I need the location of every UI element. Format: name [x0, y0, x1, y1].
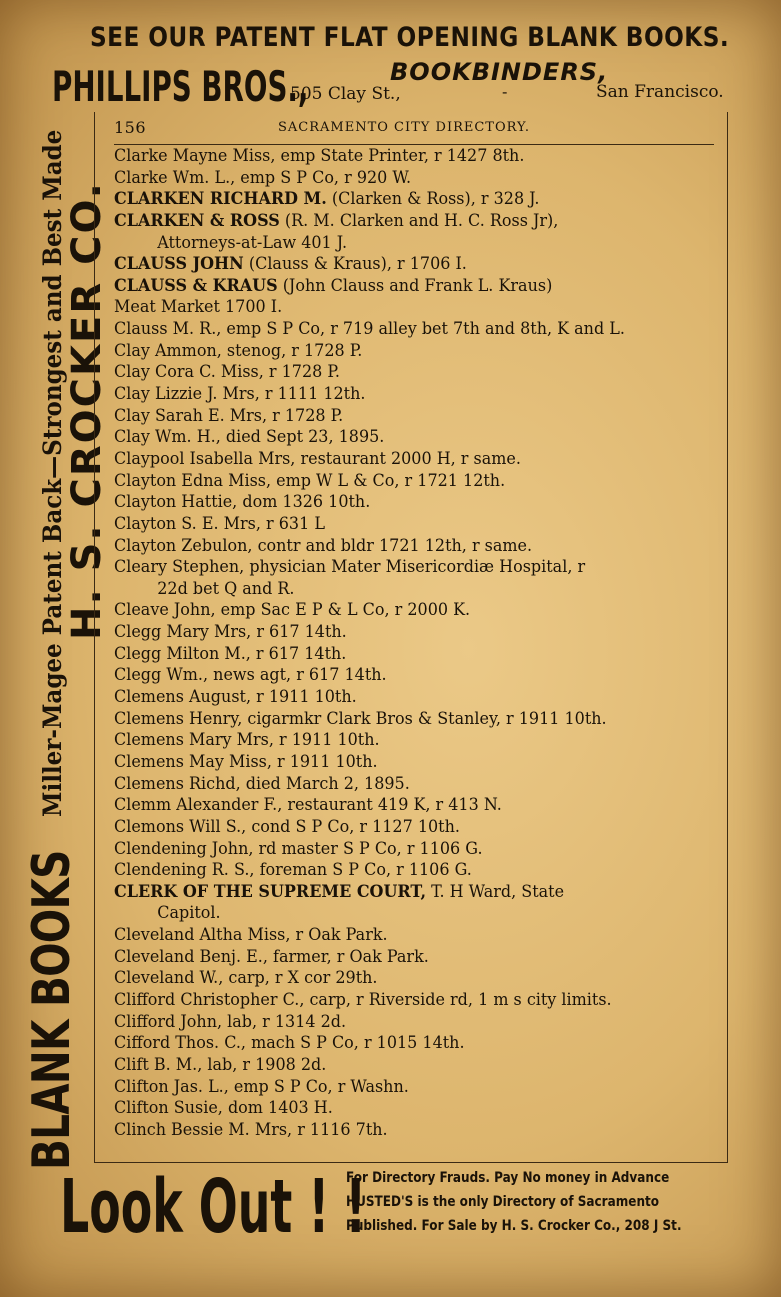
entry-text: (John Clauss and Frank L. Kraus) — [277, 275, 553, 296]
entry-text: Clayton Hattie, dom 1326 10th. — [114, 492, 371, 513]
entry-text: Clifton Susie, dom 1403 H. — [114, 1098, 333, 1119]
entry-text: Clay Wm. H., died Sept 23, 1895. — [114, 427, 385, 448]
directory-entry — [114, 189, 678, 211]
entry-text: Clemens May Miss, r 1911 10th. — [114, 751, 378, 772]
entry-text: Clayton S. E. Mrs, r 631 L — [114, 513, 325, 534]
directory-entry — [114, 882, 678, 904]
fraud-notice — [346, 1166, 690, 1238]
look-out-banner: Look Out ! ! — [60, 1164, 367, 1250]
directory-entry — [114, 1033, 678, 1055]
advert-address: 505 Clay St., — [290, 84, 401, 104]
directory-entry — [114, 665, 678, 687]
advert-headline: SEE OUR PATENT FLAT OPENING BLANK BOOKS. — [90, 22, 730, 53]
entry-text: Capitol. — [157, 903, 221, 924]
entry-heading: CLAUSS JOHN — [114, 254, 244, 275]
directory-entry — [114, 233, 678, 255]
entry-text: Clegg Wm., news agt, r 617 14th. — [114, 665, 387, 686]
directory-entries — [114, 146, 714, 1141]
entry-text: Clemens August, r 1911 10th. — [114, 687, 357, 708]
directory-entry — [114, 341, 678, 363]
directory-entry — [114, 817, 678, 839]
entry-text: Clay Cora C. Miss, r 1728 P. — [114, 362, 340, 383]
entry-text: Clayton Zebulon, contr and bldr 1721 12th, r same. — [114, 535, 533, 556]
directory-entry — [114, 839, 678, 861]
patent-back-label: Miller-Magee Patent Back—Strongest and Best Made — [37, 129, 67, 817]
directory-entry — [114, 644, 678, 666]
entry-text: Clifford Christopher C., carp, r Riverside rd, 1 m s city limits. — [114, 989, 612, 1010]
directory-entry — [114, 990, 678, 1012]
directory-entry — [114, 860, 678, 882]
directory-entry — [114, 319, 678, 341]
directory-entry — [114, 903, 678, 925]
directory-entry — [114, 1055, 678, 1077]
header-rule — [114, 144, 714, 145]
entry-text: Cleveland Benj. E., farmer, r Oak Park. — [114, 946, 429, 967]
directory-entry — [114, 968, 678, 990]
fraud-notice-line: Published. For Sale by H. S. Crocker Co., 208 J St. — [346, 1218, 682, 1234]
entry-heading: CLERK OF THE SUPREME COURT, — [114, 881, 427, 902]
directory-entry — [114, 752, 678, 774]
directory-entry — [114, 709, 678, 731]
directory-entry — [114, 687, 678, 709]
directory-entry — [114, 211, 678, 233]
entry-heading: CLARKEN & ROSS — [114, 210, 280, 231]
directory-entry — [114, 795, 678, 817]
page-number: 156 — [114, 118, 147, 137]
directory-entry — [114, 406, 678, 428]
entry-text: Clendening John, rd master S P Co, r 1106 G. — [114, 838, 483, 859]
entry-text: Clauss M. R., emp S P Co, r 719 alley bet 7th and 8th, K and L. — [114, 319, 625, 340]
directory-entry — [114, 1120, 678, 1142]
entry-text: Clemons Will S., cond S P Co, r 1127 10th. — [114, 816, 460, 837]
directory-entry — [114, 362, 678, 384]
entry-text: T. H Ward, State — [426, 881, 565, 902]
entry-text: Clinch Bessie M. Mrs, r 1116 7th. — [114, 1119, 388, 1140]
entry-text: 22d bet Q and R. — [157, 578, 295, 599]
entry-text: Clemens Mary Mrs, r 1911 10th. — [114, 730, 380, 751]
directory-entry — [114, 622, 678, 644]
advert-dash: - — [502, 82, 508, 101]
directory-entry — [114, 925, 678, 947]
entry-text: (Clauss & Kraus), r 1706 I. — [243, 254, 467, 275]
directory-entry — [114, 514, 678, 536]
page-title: SACRAMENTO CITY DIRECTORY. — [278, 120, 531, 135]
entry-text: Cleary Stephen, physician Mater Misericordiæ Hospital, r — [114, 557, 586, 578]
entry-heading: CLAUSS & KRAUS — [114, 275, 278, 296]
directory-entry — [114, 579, 678, 601]
blank-books-label: BLANK BOOKS — [22, 850, 82, 1170]
directory-entry — [114, 774, 678, 796]
entry-text: Clegg Mary Mrs, r 617 14th. — [114, 622, 347, 643]
directory-entry — [114, 1077, 678, 1099]
entry-text: Clemm Alexander F., restaurant 419 K, r 413 N. — [114, 795, 502, 816]
directory-entry — [114, 1012, 678, 1034]
directory-entry — [114, 600, 678, 622]
directory-entry — [114, 297, 678, 319]
directory-entry — [114, 730, 678, 752]
entry-text: Clendening R. S., foreman S P Co, r 1106 G. — [114, 860, 472, 881]
entry-text: Clay Lizzie J. Mrs, r 1111 12th. — [114, 384, 366, 405]
directory-entry — [114, 536, 678, 558]
entry-text: Clayton Edna Miss, emp W L & Co, r 1721 12th. — [114, 470, 506, 491]
entry-text: Clemens Henry, cigarmkr Clark Bros & Stanley, r 1911 10th. — [114, 708, 607, 729]
entry-text: Claypool Isabella Mrs, restaurant 2000 H, r same. — [114, 448, 521, 469]
entry-text: Clarke Mayne Miss, emp State Printer, r 1427 8th. — [114, 146, 525, 166]
entry-text: Meat Market 1700 I. — [114, 297, 283, 318]
directory-entry — [114, 168, 678, 190]
entry-text: Clarke Wm. L., emp S P Co, r 920 W. — [114, 167, 412, 188]
side-advert-right: H. S. CROCKER CO. — [64, 181, 110, 640]
entry-text: Cleveland Altha Miss, r Oak Park. — [114, 925, 388, 946]
directory-entry — [114, 471, 678, 493]
entry-text: Cifford Thos. C., mach S P Co, r 1015 14th. — [114, 1033, 465, 1054]
entry-text: Clifton Jas. L., emp S P Co, r Washn. — [114, 1076, 409, 1097]
entry-text: Clifford John, lab, r 1314 2d. — [114, 1011, 347, 1032]
directory-entry — [114, 276, 678, 298]
fraud-notice-line: For Directory Frauds. Pay No money in Advance — [346, 1170, 670, 1186]
entry-text: Clegg Milton M., r 617 14th. — [114, 643, 347, 664]
entry-text: (R. M. Clarken and H. C. Ross Jr), — [279, 210, 559, 231]
entry-text: Attorneys-at-Law 401 J. — [157, 232, 348, 253]
entry-text: Cleave John, emp Sac E P & L Co, r 2000 K. — [114, 600, 471, 621]
directory-entry — [114, 146, 678, 168]
directory-entry — [114, 1098, 678, 1120]
entry-text: Clift B. M., lab, r 1908 2d. — [114, 1054, 327, 1075]
entry-text: Clay Sarah E. Mrs, r 1728 P. — [114, 405, 344, 426]
directory-entry — [114, 254, 678, 276]
directory-entry — [114, 384, 678, 406]
advert-city: San Francisco. — [596, 82, 724, 102]
directory-entry — [114, 427, 678, 449]
directory-entry — [114, 557, 678, 579]
fraud-notice-line: HUSTED'S is the only Directory of Sacramento — [346, 1194, 660, 1210]
side-advert-left — [22, 70, 82, 1170]
entry-text: (Clarken & Ross), r 328 J. — [326, 189, 540, 210]
directory-entry — [114, 449, 678, 471]
directory-entry — [114, 492, 678, 514]
entry-heading: CLARKEN RICHARD M. — [114, 189, 327, 210]
advert-trade: BOOKBINDERS, — [390, 58, 609, 86]
entry-text: Clay Ammon, stenog, r 1728 P. — [114, 340, 363, 361]
entry-text: Clemens Richd, died March 2, 1895. — [114, 773, 410, 794]
directory-entry — [114, 947, 678, 969]
advert-brand: PHILLIPS BROS., — [52, 62, 309, 111]
entry-text: Cleveland W., carp, r X cor 29th. — [114, 968, 378, 989]
